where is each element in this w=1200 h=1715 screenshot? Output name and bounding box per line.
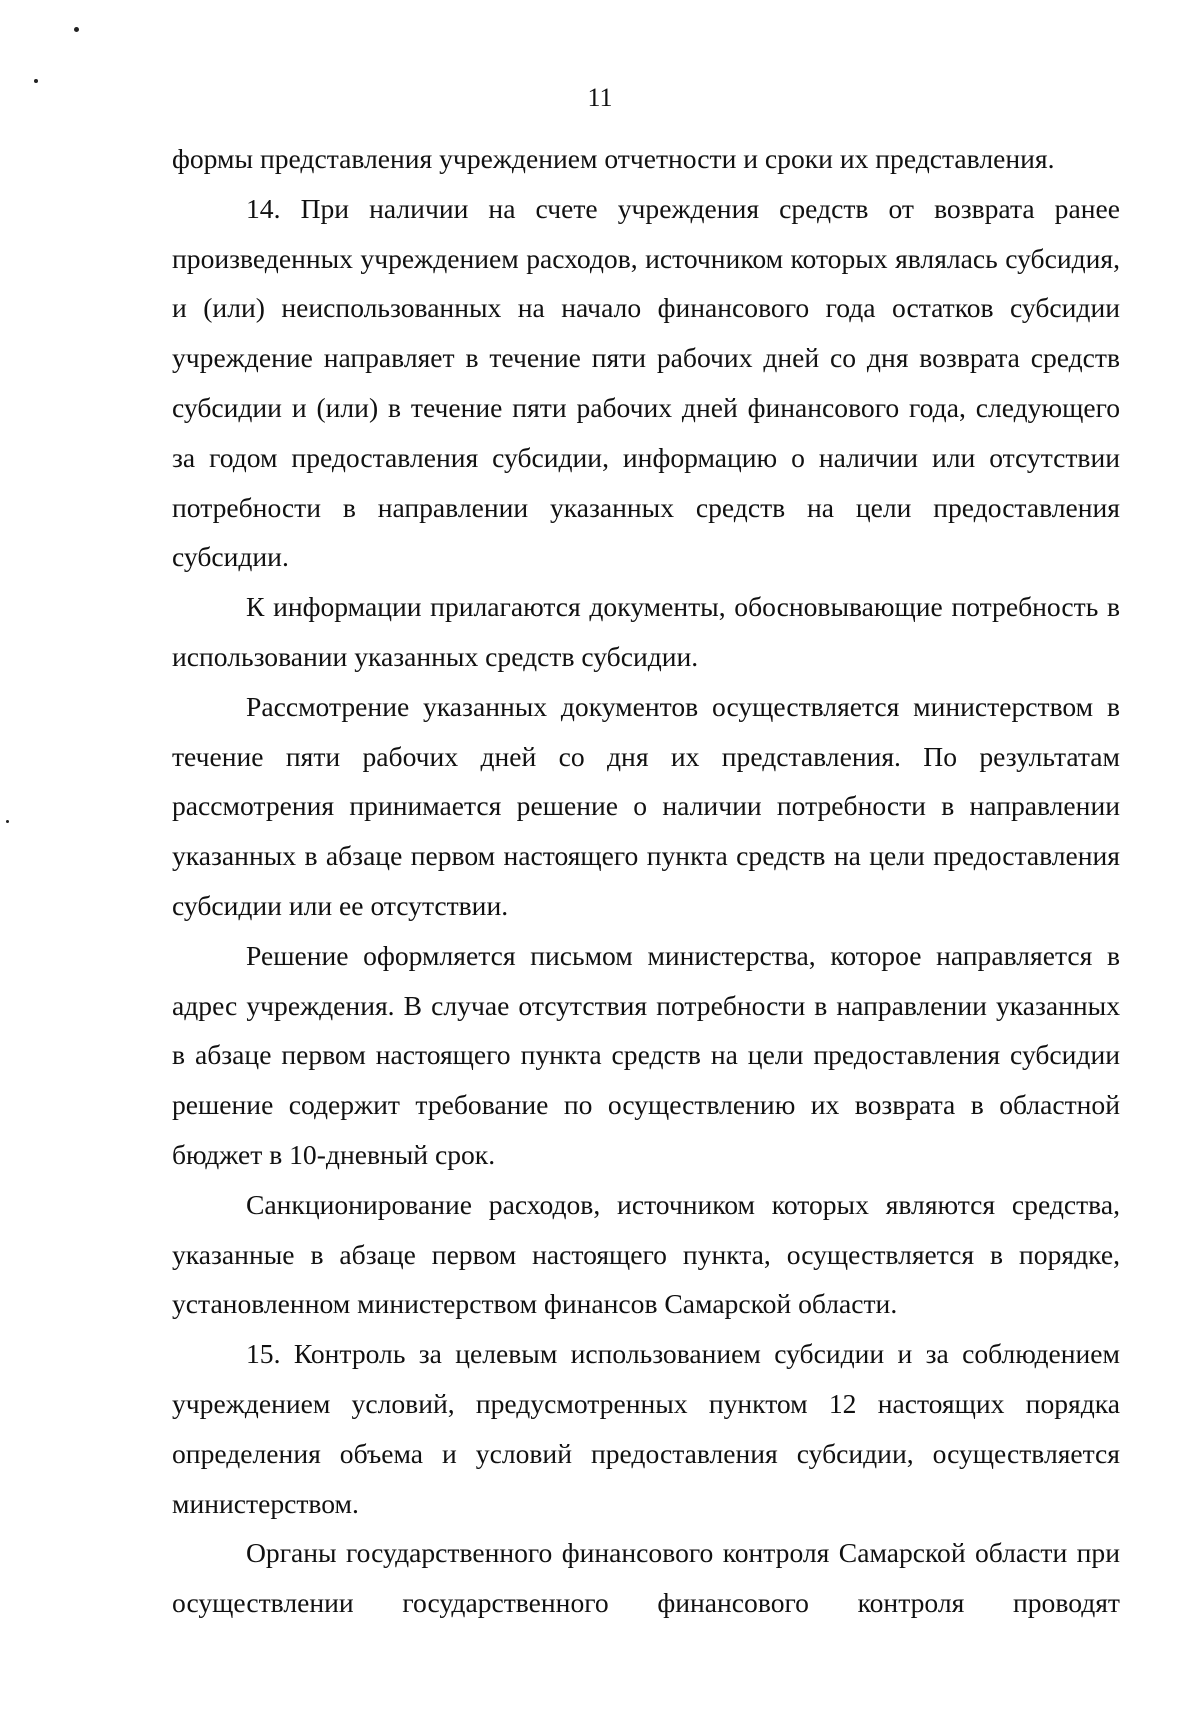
paragraph-sanctioning: Санкционирование расходов, источником которых являются средства, указанные в абзаце первом настоящего пункта, осуществляется в порядке, установленном министерством финансов Самарской области. — [172, 1188, 1120, 1320]
page-number: 11 — [587, 83, 613, 112]
paragraph-documents-attached: К информации прилагаются документы, обосновывающие потребность в использовании указанных средств субсидии. — [172, 591, 1120, 672]
paragraph-continuation: формы представления учреждением отчетности и сроки их представления. — [172, 143, 1055, 174]
paragraph-review: Рассмотрение указанных документов осуществляется министерством в течение пяти рабочих дней со дня их представления. По результатам рассмотрения принимается решение о наличии потребности в направлении указанных в абзаце первом настоящего пункта средств на цели предоставления субсидии или ее отсутствии. — [172, 690, 1120, 921]
paragraph-clause-14: 14. При наличии на счете учреждения средств от возврата ранее произведенных учреждением расходов, источником которых являлась субсидия, и (или) неиспользованных на начало финансового года остатков субсидии учреждение направляет в течение пяти рабочих дней со дня возврата средств субсидии и (или) в течение пяти рабочих дней финансового года, следующего за годом предоставления субсидии, информацию о наличии или отсутствии потребности в направлении указанных средств на цели предоставления субсидии. — [172, 192, 1120, 573]
document-body — [172, 134, 1120, 1628]
paragraph-clause-15: 15. Контроль за целевым использованием субсидии и за соблюдением учреждением условий, предусмотренных пунктом 12 настоящих порядка определения объема и условий предоставления субсидии, осуществляется министерством. — [172, 1338, 1120, 1519]
scan-speck — [6, 820, 9, 823]
paragraph-decision: Решение оформляется письмом министерства, которое направляется в адрес учреждения. В случае отсутствия потребности в направлении указанных в абзаце первом настоящего пункта средств на цели предоставления субсидии решение содержит требование по осуществлению их возврата в областной бюджет в 10-дневный срок. — [172, 939, 1120, 1170]
scan-speck — [74, 27, 79, 32]
paragraph-financial-control: Органы государственного финансового контроля Самарской области при осуществлении государственного финансового контроля проводят — [172, 1537, 1120, 1619]
